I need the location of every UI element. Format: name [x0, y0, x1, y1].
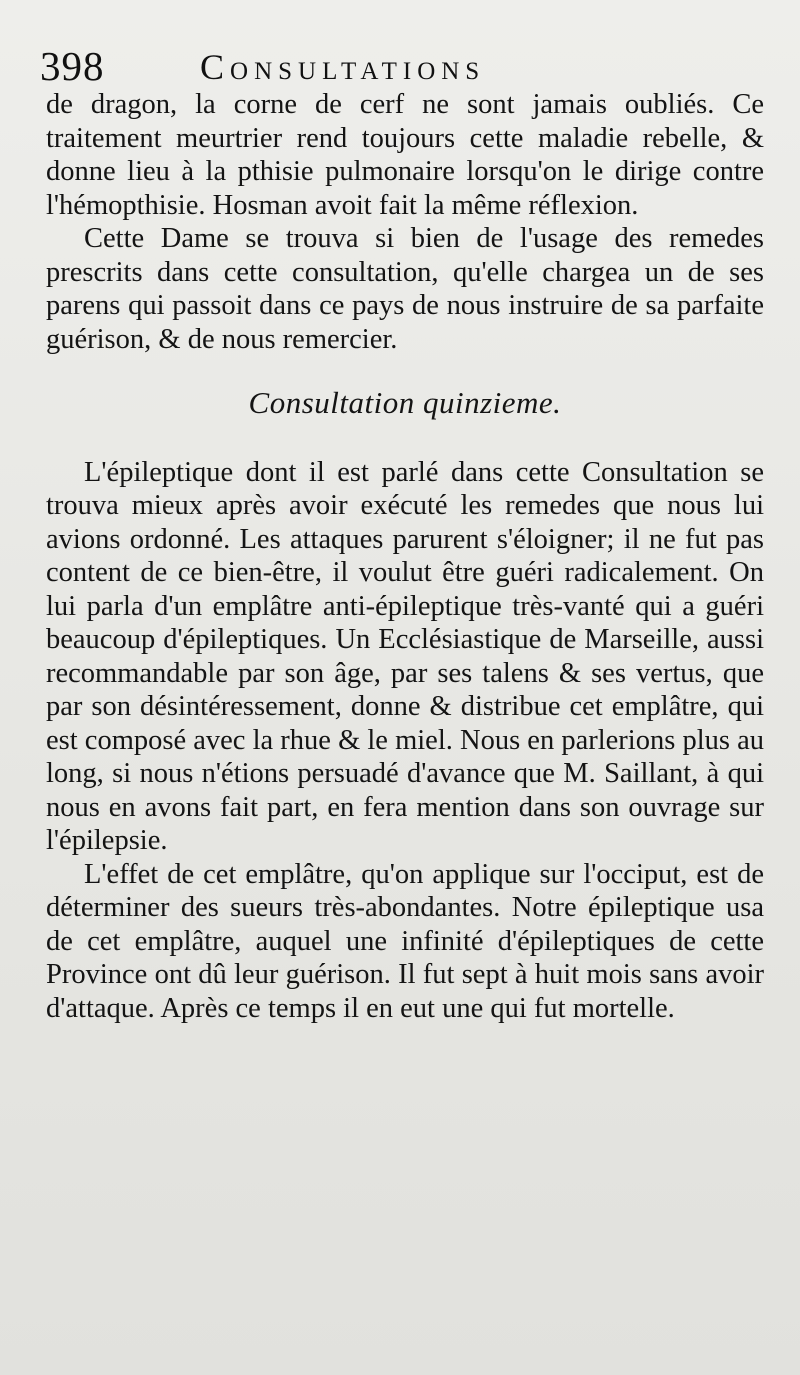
page-number: 398 — [40, 43, 105, 89]
page-header — [40, 42, 780, 92]
paragraph-effet-emplatre: L'effet de cet emplâtre, qu'on applique sur l'occiput, est de déterminer des sueurs très-abondantes. Notre épileptique usa de cet emplâtre, auquel une infinité d'épileptiques de cette Province ont dû leur guérison. Il fut sept à huit mois sans avoir d'attaque. Après ce temps il en eut une qui fut mortelle. — [46, 858, 764, 1024]
paragraph-cette-dame: Cette Dame se trouva si bien de l'usage des remedes prescrits dans cette consultation, qu'elle chargea un de ses parens qui passoit dans ce pays de nous instruire de sa parfaite guérison, & de nous remercier. — [46, 223, 764, 355]
paragraph-epileptique: L'épileptique dont il est parlé dans cette Consultation se trouva mieux après avoir exécuté les remedes que nous lui avions ordonné. Les attaques parurent s'éloigner; il ne fut pas content de ce bien-être, il voulut être guéri radicalement. On lui parla d'un emplâtre anti-épileptique très-vanté qui a guéri beaucoup d'épileptiques. Un Ecclésiastique de Marseille, aussi recommandable par son âge, par ses talens & ses vertus, que par son désintéressement, donne & distribue cet emplâtre, qui est composé avec la rhue & le miel. Nous en parlerions plus au long, si nous n'étions persuadé d'avance que M. Saillant, à qui nous en avons fait part, en fera mention dans son ouvrage sur l'épilepsie. — [46, 456, 764, 856]
section-heading: Consultation quinzieme. — [248, 385, 562, 420]
body-text — [46, 88, 764, 1025]
paragraph-continuation: de dragon, la corne de cerf ne sont jamais oubliés. Ce traitement meurtrier rend toujours cette maladie rebelle, & donne lieu à la pthisie pulmonaire lorsqu'on le dirige contre l'hémopthisie. Hosman avoit fait la même réflexion. — [46, 89, 764, 221]
running-title: Consultations — [200, 47, 486, 87]
